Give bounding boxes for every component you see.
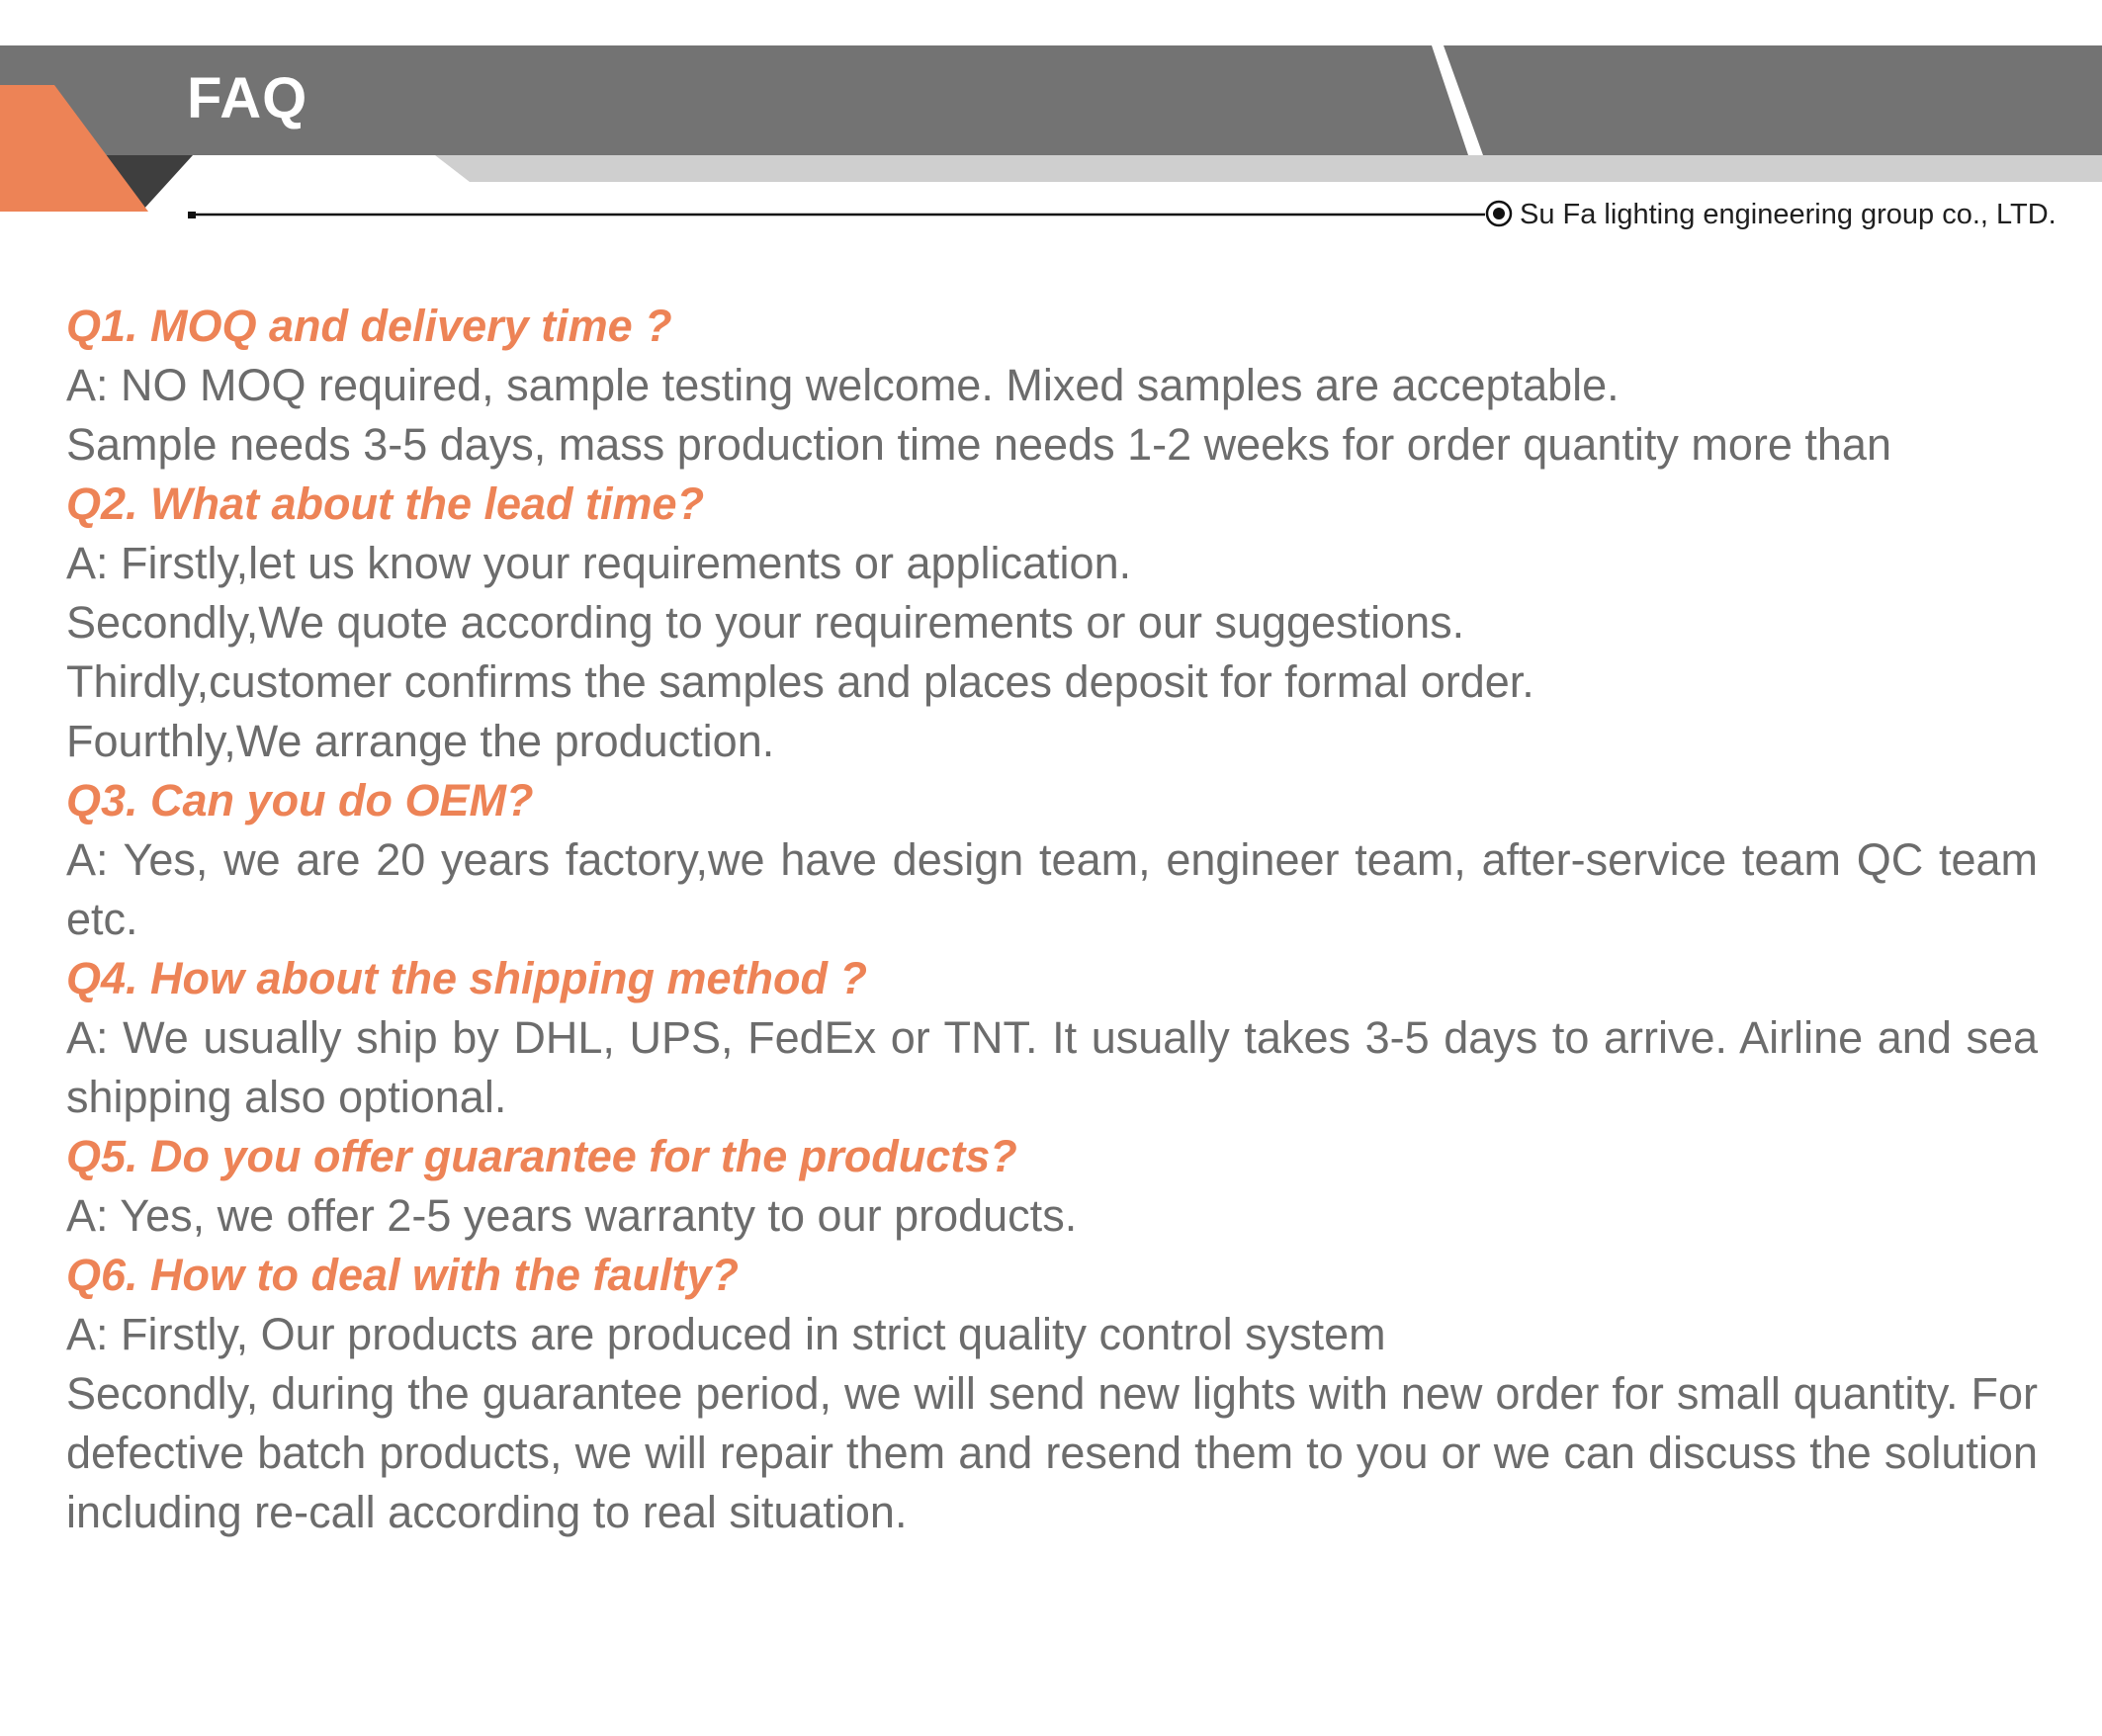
answer-2-line-1: A: Firstly,let us know your requirements or application. (66, 538, 1132, 588)
answer-6-line-2: Secondly, during the guarantee period, we will send new lights with new order for small quantity. For defective batch products, we will repair them and resend them to you or we can discuss the solution including re-call according to real situation. (66, 1368, 2038, 1537)
answer-1-line-2: Sample needs 3-5 days, mass production time needs 1-2 weeks for order quantity more than (66, 419, 1891, 470)
separator-end-mark (188, 212, 196, 218)
question-2: Q2. What about the lead time? (66, 478, 705, 529)
faq-item-6 (66, 1246, 2038, 1542)
question-1: Q1. MOQ and delivery time ? (66, 301, 672, 351)
question-5: Q5. Do you offer guarantee for the products? (66, 1131, 1017, 1181)
answer-1-line-1: A: NO MOQ required, sample testing welcome. Mixed samples are acceptable. (66, 360, 1620, 410)
answer-2-line-4: Fourthly,We arrange the production. (66, 716, 775, 766)
company-name: Su Fa lighting engineering group co., LTD. (1520, 199, 2057, 230)
answer-4: A: We usually ship by DHL, UPS, FedEx or TNT. It usually takes 3-5 days to arrive. Airline and sea shipping also optional. (66, 1012, 2038, 1122)
answer-5: A: Yes, we offer 2-5 years warranty to our products. (66, 1190, 1078, 1241)
faq-item-5 (66, 1127, 2038, 1246)
answer-6-line-1: A: Firstly, Our products are produced in strict quality control system (66, 1309, 1386, 1359)
answer-3: A: Yes, we are 20 years factory,we have design team, engineer team, after-service team QC team etc. (66, 834, 2038, 944)
question-3: Q3. Can you do OEM? (66, 775, 534, 825)
faq-list (66, 297, 2038, 1542)
banner-light-strip (435, 155, 2102, 182)
faq-item-3 (66, 771, 2038, 949)
answer-2-line-3: Thirdly,customer confirms the samples and places deposit for formal order. (66, 656, 1534, 707)
answer-2-line-2: Secondly,We quote according to your requirements or our suggestions. (66, 597, 1465, 648)
question-6: Q6. How to deal with the faulty? (66, 1250, 740, 1300)
faq-item-4 (66, 949, 2038, 1127)
page-title: FAQ (187, 66, 308, 130)
banner-dark-bar-right (1444, 45, 2102, 155)
question-4: Q4. How about the shipping method ? (66, 953, 867, 1003)
faq-item-2 (66, 475, 2038, 771)
target-icon-dot (1493, 208, 1505, 219)
faq-item-1 (66, 297, 2038, 475)
